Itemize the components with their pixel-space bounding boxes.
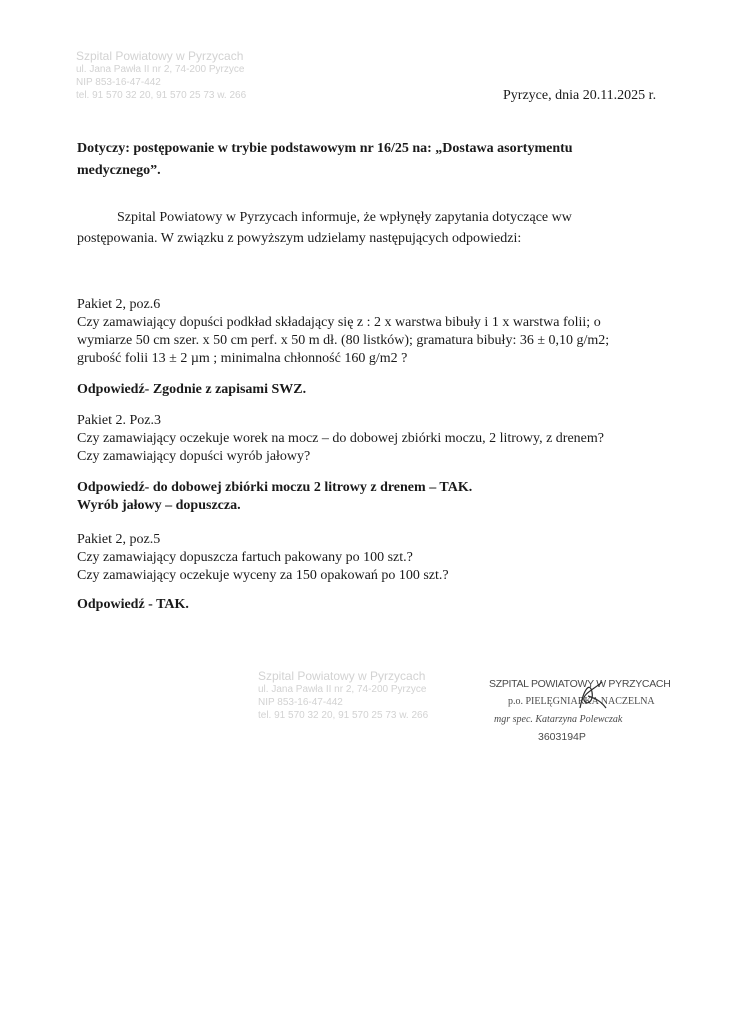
question-line: Czy zamawiający oczekuje worek na mocz – do dobowej zbiórki moczu, 2 litrowy, z drenem? — [77, 431, 605, 446]
question-line: grubość folii 13 ± 2 µm ; minimalna chłonność 160 g/m2 ? — [77, 351, 408, 366]
intro-line: Szpital Powiatowy w Pyrzycach informuje, że wpłynęły zapytania dotyczące ww — [117, 210, 572, 225]
answer-line: Wyrób jałowy – dopuszcza. — [77, 498, 241, 513]
answer-block — [77, 479, 677, 515]
answer-block — [77, 596, 677, 614]
stamp-line: p.o. PIELĘGNIARKA NACZELNA — [508, 696, 655, 707]
faded-hospital-stamp-top — [76, 50, 246, 102]
question-line: Czy zamawiający dopuści wyrób jałowy? — [77, 449, 311, 464]
stamp-line: 3603194P — [538, 731, 586, 743]
question-ref: Pakiet 2, poz.6 — [77, 297, 161, 312]
question-ref: Pakiet 2, poz.5 — [77, 532, 161, 547]
intro-paragraph — [77, 207, 677, 249]
stamp-line: SZPITAL POWIATOWY W PYRZYCACH — [489, 678, 671, 690]
question-block — [77, 412, 677, 466]
faded-stamp-line: Szpital Powiatowy w Pyrzycach — [76, 49, 244, 63]
stamp-line: mgr spec. Katarzyna Polewczak — [494, 714, 623, 725]
faded-hospital-stamp-mid — [258, 670, 428, 722]
faded-stamp-line: tel. 91 570 32 20, 91 570 25 73 w. 266 — [76, 90, 247, 101]
question-line: wymiarze 50 cm szer. x 50 cm perf. x 50 m dł. (80 listków); gramatura bibuły: 36 ± 0,10 g/m2; — [77, 333, 610, 348]
question-block — [77, 531, 677, 585]
question-block — [77, 296, 677, 368]
faded-stamp-line: Szpital Powiatowy w Pyrzycach — [258, 669, 426, 683]
subject-line: medycznego”. — [77, 163, 161, 178]
faded-stamp-line: tel. 91 570 32 20, 91 570 25 73 w. 266 — [258, 710, 429, 721]
faded-stamp-line: ul. Jana Pawła II nr 2, 74-200 Pyrzyce — [76, 64, 245, 75]
handwritten-signature-icon — [572, 678, 612, 714]
question-line: Czy zamawiający oczekuje wyceny za 150 opakowań po 100 szt.? — [77, 568, 449, 583]
subject-heading — [77, 138, 617, 182]
question-ref: Pakiet 2. Poz.3 — [77, 413, 161, 428]
intro-line: postępowania. W związku z powyższym udzielamy następujących odpowiedzi: — [77, 231, 522, 246]
answer-line: Odpowiedź- Zgodnie z zapisami SWZ. — [77, 382, 307, 397]
question-line: Czy zamawiający dopuści podkład składający się z : 2 x warstwa bibuły i 1 x warstwa folii; o — [77, 315, 601, 330]
faded-stamp-line: NIP 853-16-47-442 — [258, 697, 343, 708]
faded-stamp-line: ul. Jana Pawła II nr 2, 74-200 Pyrzyce — [258, 684, 427, 695]
question-line: Czy zamawiający dopuszcza fartuch pakowany po 100 szt.? — [77, 550, 413, 565]
answer-line: Odpowiedź - TAK. — [77, 597, 189, 612]
faded-stamp-line: NIP 853-16-47-442 — [76, 77, 161, 88]
answer-line: Odpowiedź- do dobowej zbiórki moczu 2 litrowy z drenem – TAK. — [77, 480, 473, 495]
date-line: Pyrzyce, dnia 20.11.2025 r. — [503, 88, 657, 103]
answer-block — [77, 381, 677, 399]
official-stamp — [486, 676, 671, 754]
subject-line: Dotyczy: postępowanie w trybie podstawowym nr 16/25 na: „Dostawa asortymentu — [77, 141, 573, 156]
